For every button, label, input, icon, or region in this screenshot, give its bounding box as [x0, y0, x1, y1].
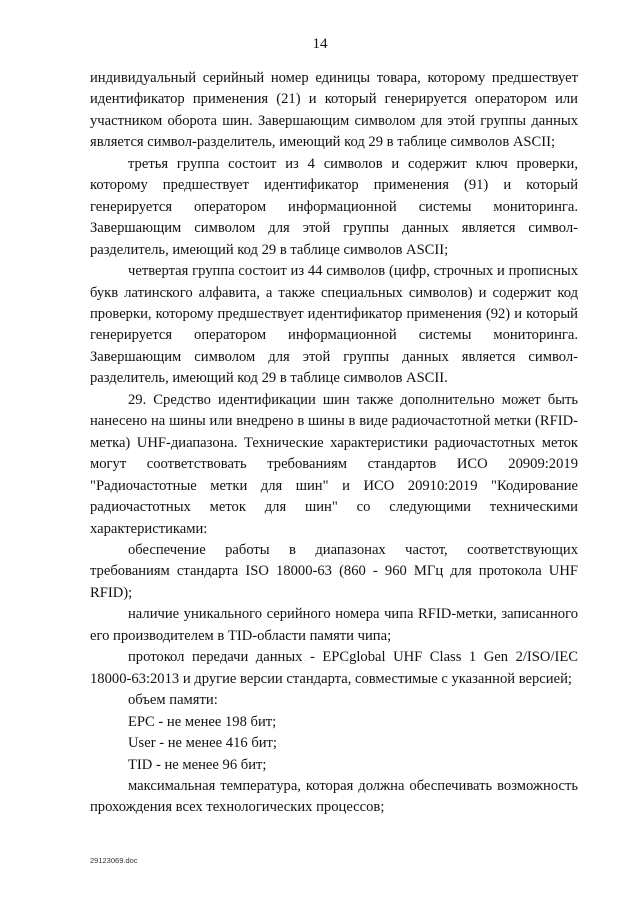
- paragraph-memory-volume: объем памяти:: [128, 692, 218, 709]
- paragraph-max-temperature: максимальная температура, которая должна обеспечивать возможность прохождения всех технологических процессов;: [90, 777, 578, 816]
- page-number: 14: [312, 36, 328, 52]
- paragraph-memory-user: User - не менее 416 бит;: [128, 735, 277, 752]
- paragraph-memory-tid: TID - не менее 96 бит;: [128, 756, 267, 773]
- document-body: [90, 68, 578, 819]
- paragraph-item-29: 29. Средство идентификации шин также дополнительно может быть нанесено на шины или внедрено в шины в виде радиочастотной метки (RFID-метка) UHF-диапазона. Технические характеристики радиочастотных меток могут соответствовать требованиям стандартов ИСО 20909:2019 "Радиочастотные метки для шин" и ИСО 20910:2019 "Кодирование радиочастотных меток для шин" со следующими техническими характеристиками:: [90, 391, 578, 537]
- paragraph-frequency-range: обеспечение работы в диапазонах частот, соответствующих требованиям стандарта ISO 18000-63 (860 - 960 МГц для протокола UHF RFID);: [90, 541, 578, 601]
- paragraph-fourth-group: четвертая группа состоит из 44 символов (цифр, строчных и прописных букв латинского алфавита, а также специальных символов) и содержит код проверки, которому предшествует идентификатор применения (92) и который генерируется оператором информационной системы мониторинга. Завершающим символом для этой группы данных является символ-разделитель, имеющий код 29 в таблице символов ASCII.: [90, 263, 578, 387]
- paragraph-serial-number: индивидуальный серийный номер единицы товара, которому предшествует идентификатор применения (21) и который генерируется оператором или участником оборота шин. Завершающим символом для этой группы данных является символ-разделитель, имеющий код 29 в таблице символов ASCII;: [90, 70, 578, 151]
- footer-filename: 29123069.doc: [90, 856, 138, 865]
- paragraph-chip-serial: наличие уникального серийного номера чипа RFID-метки, записанного его производителем в TID-области памяти чипа;: [90, 606, 578, 644]
- paragraph-protocol: протокол передачи данных - EPCglobal UHF Class 1 Gen 2/ISO/IEC 18000-63:2013 и другие версии стандарта, совместимые с указанной версией;: [90, 649, 578, 687]
- paragraph-third-group: третья группа состоит из 4 символов и содержит ключ проверки, которому предшествует идентификатор применения (91) и который генерируется оператором информационной системы мониторинга. Завершающим символом для этой группы данных является символ-разделитель, имеющий код 29 в таблице символов ASCII;: [90, 155, 578, 258]
- paragraph-memory-epc: EPC - не менее 198 бит;: [128, 713, 277, 730]
